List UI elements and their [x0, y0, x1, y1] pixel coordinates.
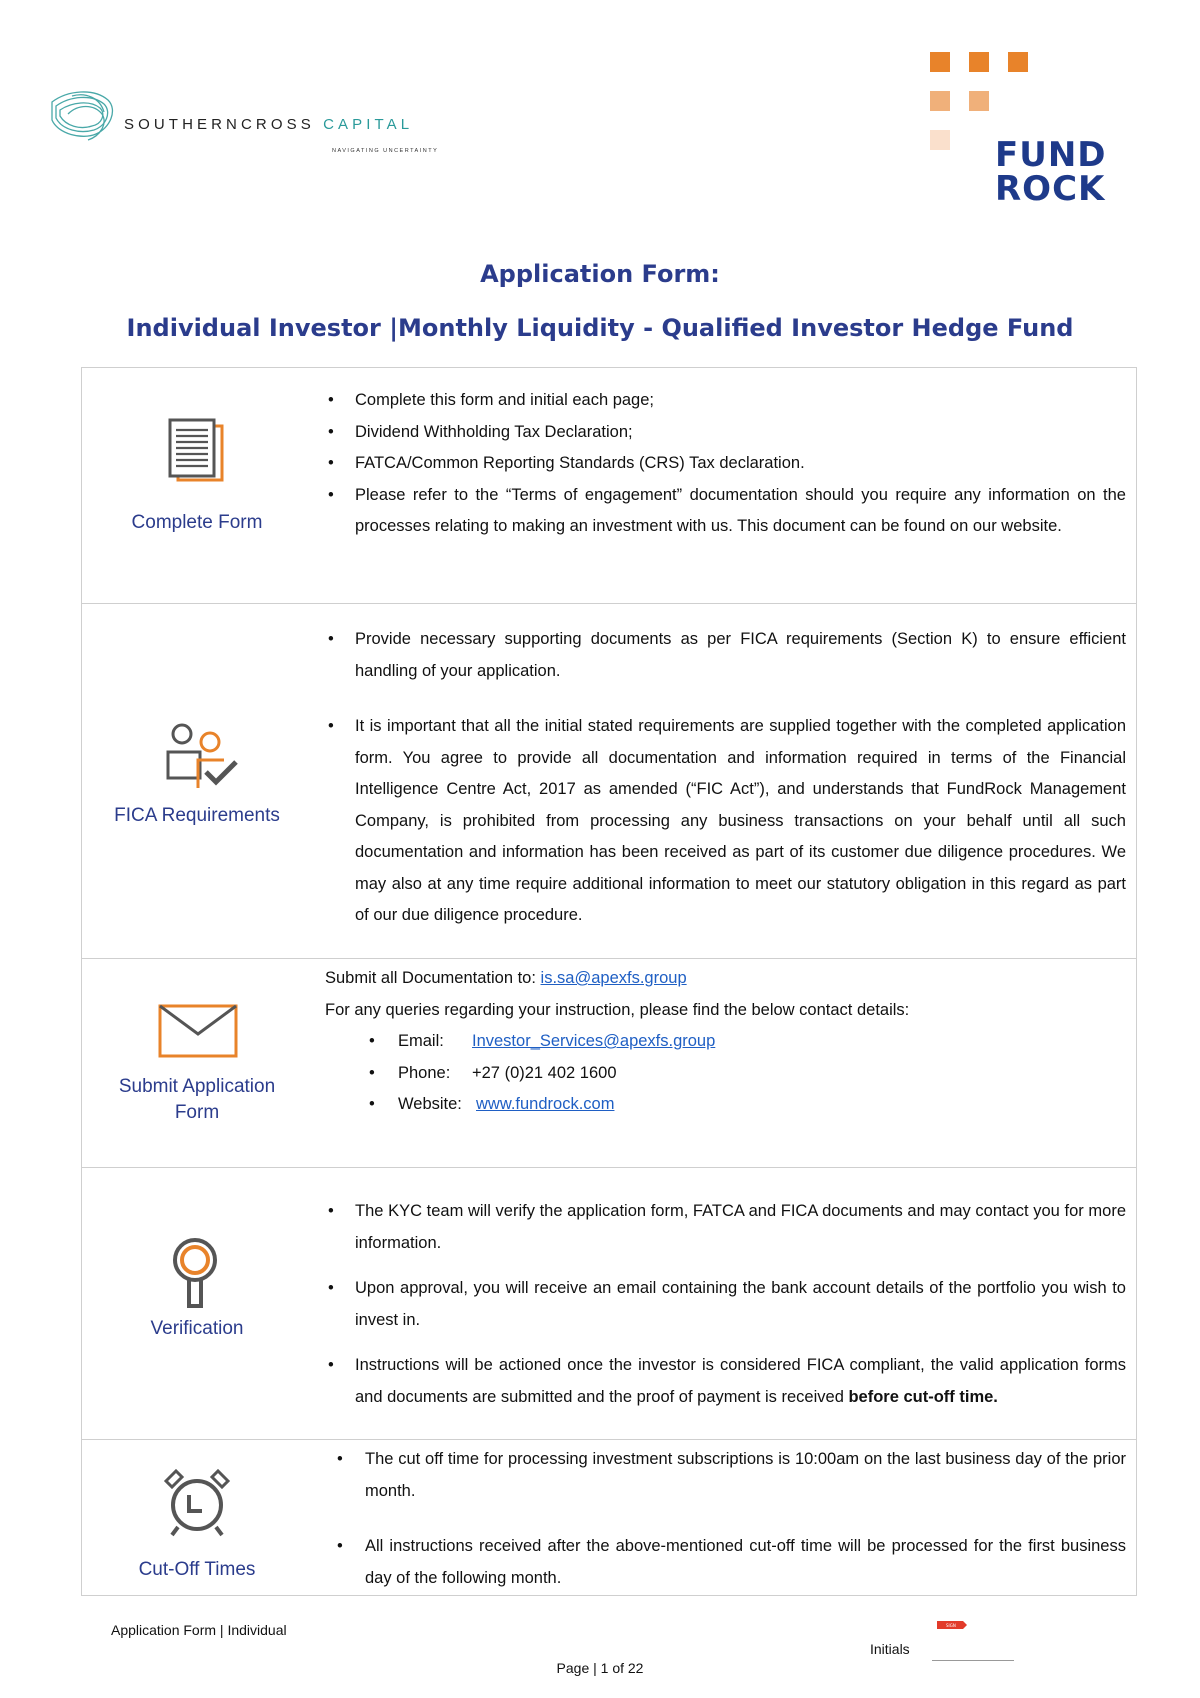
- fundrock-wordmark: FUND ROCK: [995, 135, 1107, 209]
- list-item: • It is important that all the initial stated requirements are supplied together with the completed application form. You agree to provide all documentation and information required in terms of the Financial Intelligence Centre Act, 2017 as amended (“FIC Act”), and understands that FundRock Management Company, is prohibited from processing any business transactions on your behalf until all such documentation and information has been received as part of its customer due diligence procedures. We may also at any time require additional information to meet our statutory obligation in this regard as part of our due diligence procedure.: [324, 711, 1126, 932]
- sign-here-tab: [937, 1621, 967, 1629]
- submit-label: Submit Application Form: [118, 1076, 276, 1123]
- alarm-clock-icon: [162, 1465, 232, 1537]
- complete-form-content: [324, 385, 1126, 543]
- cutoff-label: Cut-Off Times: [138, 1559, 256, 1580]
- row-cutoff: [82, 1440, 1136, 1597]
- list-item: • All instructions received after the above-mentioned cut-off time will be processed for the first business day of the following month.: [293, 1531, 1126, 1594]
- list-item: • Dividend Withholding Tax Declaration;: [324, 417, 1126, 449]
- form-title: Application Form:: [480, 260, 720, 288]
- page-number: Page | 1 of 22: [556, 1660, 644, 1676]
- verification-label: Verification: [150, 1318, 244, 1339]
- contact-phone: • Phone: +27 (0)21 402 1600: [325, 1058, 1126, 1090]
- contact-email: • Email: Investor_Services@apexfs.group: [325, 1026, 1126, 1058]
- list-item: • Complete this form and initial each page;: [324, 385, 1126, 417]
- list-item: • The cut off time for processing investment subscriptions is 10:00am on the last business day of the prior month.: [293, 1444, 1126, 1507]
- envelope-icon: [156, 1002, 240, 1060]
- list-item: • The KYC team will verify the application form, FATCA and FICA documents and may contact you for more information.: [324, 1196, 1126, 1259]
- cutoff-content: [324, 1444, 1126, 1594]
- southerncross-tagline: NAVIGATING UNCERTAINTY: [332, 148, 439, 154]
- footer-document-name: Application Form | Individual: [111, 1622, 287, 1638]
- list-item: • FATCA/Common Reporting Standards (CRS) Tax declaration.: [324, 448, 1126, 480]
- form-subtitle: Individual Investor |Monthly Liquidity - Qualified Investor Hedge Fund: [126, 314, 1074, 342]
- magnifier-icon: [168, 1236, 222, 1310]
- svg-text:SIGN: SIGN: [946, 1623, 956, 1628]
- contact-website: • Website: www.fundrock.com: [325, 1089, 1126, 1121]
- investor-services-email-link[interactable]: Investor_Services@apexfs.group: [472, 1032, 716, 1050]
- submit-line: Submit all Documentation to: is.sa@apexfs.group: [325, 969, 687, 987]
- southerncross-wordmark: SOUTHERNCROSS CAPITAL: [124, 116, 414, 133]
- row-complete-form: [82, 368, 1136, 604]
- people-check-icon: [160, 722, 240, 792]
- submit-content: [325, 963, 1126, 1121]
- submit-email-link[interactable]: is.sa@apexfs.group: [540, 969, 687, 987]
- document-icon: [164, 416, 230, 486]
- list-item: • Instructions will be actioned once the investor is considered FICA compliant, the valid application forms and documents are submitted and the proof of payment is received before cut-off time.: [324, 1350, 1126, 1413]
- instructions-table: [81, 367, 1137, 1596]
- list-item: • Provide necessary supporting documents as per FICA requirements (Section K) to ensure efficient handling of your application.: [324, 624, 1126, 687]
- website-link[interactable]: www.fundrock.com: [476, 1095, 615, 1113]
- verification-content: [324, 1196, 1126, 1413]
- list-item: • Upon approval, you will receive an email containing the bank account details of the portfolio you wish to invest in.: [324, 1273, 1126, 1336]
- fica-label: FICA Requirements: [114, 805, 280, 826]
- row-verification: [82, 1168, 1136, 1440]
- list-item: • Please refer to the “Terms of engagement” documentation should you require any information on the processes relating to making an investment with us. This document can be found on our website.: [324, 480, 1126, 543]
- initials-label: Initials: [870, 1641, 910, 1657]
- queries-line: For any queries regarding your instruction, please find the below contact details:: [325, 1000, 910, 1019]
- row-submit: [82, 959, 1136, 1168]
- complete-form-label: Complete Form: [131, 512, 263, 533]
- fica-content: [324, 624, 1126, 932]
- row-fica: [82, 604, 1136, 959]
